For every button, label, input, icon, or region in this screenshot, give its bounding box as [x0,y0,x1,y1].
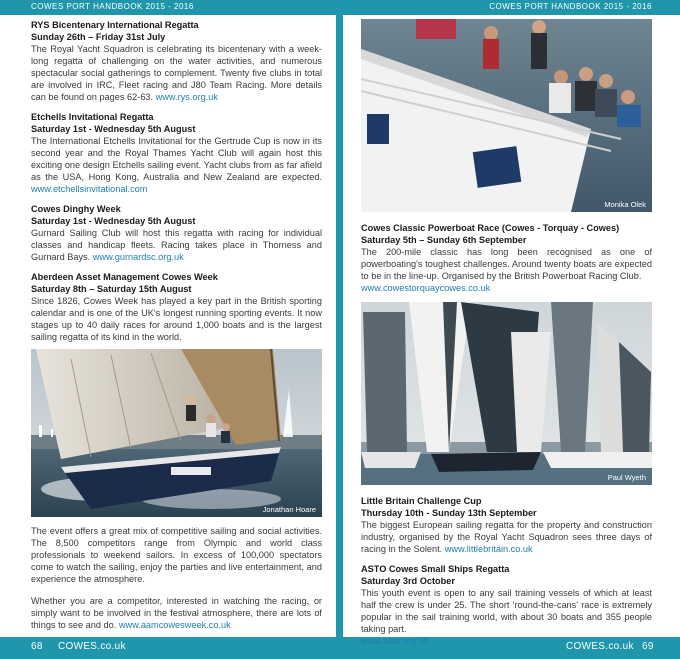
left-page [0,15,336,637]
event-link[interactable]: www.asto.org.uk [361,636,429,646]
yacht-illustration [31,349,322,517]
event-date: Saturday 1st - Wednesday 5th August [31,216,196,226]
cowes-week-paragraph-2 [31,595,322,631]
event-etchells [31,111,322,195]
event-body [361,519,652,555]
photo-credit: Jonathan Hoare [262,505,316,514]
event-text: The Royal Yacht Squadron is celebrating its bicentenary with a week-long regatta of challenging on the water activities, and numerous spectacular social gatherings to complement. Twenty five clubs in total are involved in IRC, Fleet racing and J80 Team Racing. More details can be found on pages 62-63. [31,44,322,102]
event-asto [361,563,652,647]
right-page [343,15,680,646]
event-link[interactable]: www.aamcowesweek.co.uk [118,620,231,630]
event-date: Sunday 26th – Friday 31st July [31,32,166,42]
event-body [31,227,322,263]
event-link[interactable]: www.gurnardsc.org.uk [92,252,184,262]
event-date: Thursday 10th - Sunday 13th September [361,508,537,518]
event-body [31,135,322,195]
event-date: Saturday 8th – Saturday 15th August [31,284,192,294]
left-column [31,19,322,631]
header-left: COWES PORT HANDBOOK 2015 - 2016 [31,2,194,11]
fleet-racing-photo [361,302,652,485]
header-right: COWES PORT HANDBOOK 2015 - 2016 [489,2,652,11]
event-little-britain [361,495,652,555]
event-title: Aberdeen Asset Management Cowes Week [31,272,218,282]
event-classic-powerboat [361,222,652,294]
event-link[interactable]: www.rys.org.uk [155,92,218,102]
fleet-illustration [361,302,652,485]
crew-illustration [361,19,652,212]
event-title: Little Britain Challenge Cup [361,496,482,506]
footer-left-page-number: 68 [31,641,43,652]
event-text: Gurnard Sailing Club will host this regatta with racing for individual classes and handicap fleets. Racing takes place in Thorness and Gurnard Bays. [31,228,322,262]
cowes-week-paragraph-1: The event offers a great mix of competitive sailing and social activities. The 8,500 competitors range from Olympic and world class professionals to weekend sailors. In excess of 100,000 spectators come to watch the sailing, enjoy the parties and live entertainment, and experience the atmosphere. [31,526,322,584]
event-body: The 200-mile classic has long been recognised as one of powerboating's toughest challenges. Around twenty boats are expected to be in the line-up. Organised by the British Powerboat Racing Club. [361,247,652,281]
event-link[interactable]: www.littlebritain.co.uk [444,544,533,554]
event-title: RYS Bicentenary International Regatta [31,20,199,30]
footer-right-site[interactable]: COWES.co.uk [566,641,634,652]
event-rys-bicentenary [31,19,322,103]
event-text: The International Etchells Invitational for the Gertrude Cup is now in its second year and the Royal Thames Yacht Club will again host this exciting one design Etchells sailing event. Yacht clubs from as far afield as the USA, Hong Kong, Australia and New Zealand are expected. [31,136,322,182]
event-body: This youth event is open to any sail training vessels of which at least half the crew is under 25. The short 'round-the-cans' race is extremely popular in the sail training world, with about 30 boats and 355 people taking part. [361,588,652,634]
photo-credit: Monika Olek [604,200,646,209]
event-title: Etchells Invitational Regatta [31,112,154,122]
event-text: The biggest European sailing regatta for the property and construction industry, organised by the Royal Yacht Squadron sees three days of racing in the Solent. [361,520,652,554]
photo-credit: Paul Wyeth [607,473,646,482]
event-body [31,43,322,103]
footer-left-site[interactable]: COWES.co.uk [58,641,126,652]
event-date: Saturday 5th – Sunday 6th September [361,235,527,245]
cowes-week-yacht-photo [31,349,322,517]
event-title: ASTO Cowes Small Ships Regatta [361,564,510,574]
event-text: Whether you are a competitor, interested in watching the racing, or simply want to be involved in the festival atmosphere, there are lots of things to see and do. [31,596,322,630]
footer-right-page-number: 69 [642,641,654,652]
event-dinghy-week [31,203,322,263]
event-title: Cowes Dinghy Week [31,204,121,214]
event-body: Since 1826, Cowes Week has played a key part in the British sporting calendar and is one of the UK's longest running sporting events. It now stages up to 40 daily races for around 1,000 boats and is the largest sailing regatta of its kind in the world. [31,296,322,342]
event-link[interactable]: www.etchellsinvitational.com [31,184,148,194]
event-title: Cowes Classic Powerboat Race (Cowes - Torquay - Cowes) [361,223,620,233]
right-column [361,19,652,655]
event-link[interactable]: www.cowestorquaycowes.co.uk [361,283,491,293]
event-date: Saturday 3rd October [361,576,455,586]
event-date: Saturday 1st - Wednesday 5th August [31,124,196,134]
event-cowes-week [31,271,322,343]
crew-hiking-photo [361,19,652,212]
